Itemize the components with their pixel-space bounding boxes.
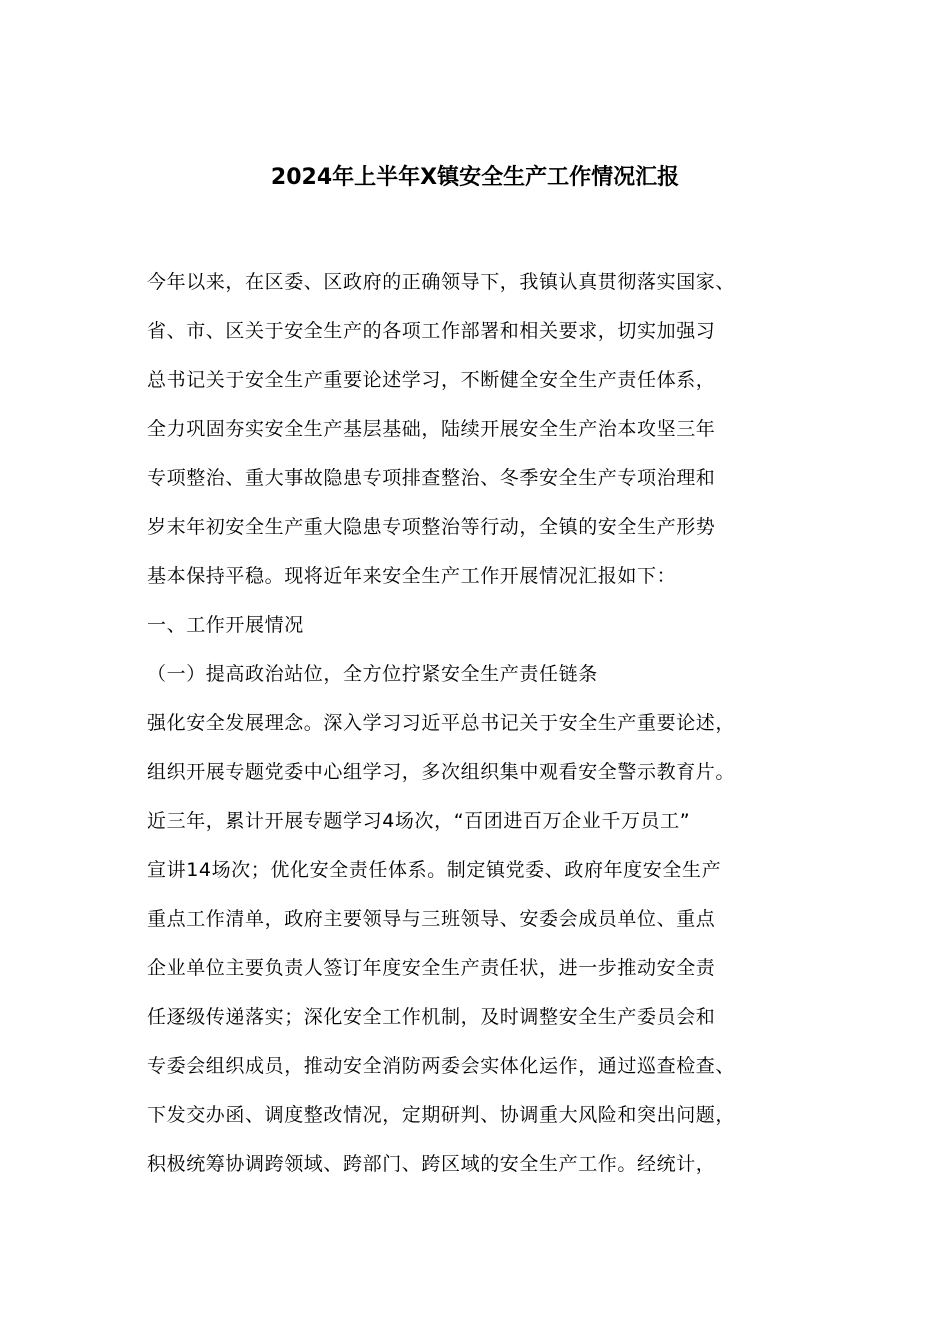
- section-heading: 一、工作开展情况: [147, 614, 304, 636]
- body-line: 基本保持平稳。现将近年来安全生产工作开展情况汇报如下：: [147, 565, 677, 587]
- body-line: 任逐级传递落实；深化安全工作机制，及时调整安全生产委员会和: [147, 1006, 716, 1028]
- body-line: 组织开展专题党委中心组学习，多次组织集中观看安全警示教育片。: [147, 761, 736, 783]
- body-line: 积极统筹协调跨领域、跨部门、跨区域的安全生产工作。经统计，: [147, 1153, 716, 1175]
- subsection-heading: （一）提高政治站位，全方位拧紧安全生产责任链条: [147, 663, 598, 685]
- body-line: 强化安全发展理念。深入学习习近平总书记关于安全生产重要论述，: [147, 712, 736, 734]
- document-body: [147, 258, 837, 1189]
- body-line: 宣讲14场次；优化安全责任体系。制定镇党委、政府年度安全生产: [147, 859, 722, 881]
- body-line: 总书记关于安全生产重要论述学习，不断健全安全生产责任体系，: [147, 369, 716, 391]
- body-line: 专项整治、重大事故隐患专项排查整治、冬季安全生产专项治理和: [147, 467, 716, 489]
- body-line: 省、市、区关于安全生产的各项工作部署和相关要求，切实加强习: [147, 320, 716, 342]
- body-line: 今年以来，在区委、区政府的正确领导下，我镇认真贯彻落实国家、: [147, 271, 736, 293]
- body-line: 企业单位主要负责人签订年度安全生产责任状，进一步推动安全责: [147, 957, 716, 979]
- body-line: 近三年，累计开展专题学习4场次，“百团进百万企业千万员工”: [147, 810, 691, 832]
- body-line: 岁末年初安全生产重大隐患专项整治等行动，全镇的安全生产形势: [147, 516, 716, 538]
- body-line: 专委会组织成员，推动安全消防两委会实体化运作，通过巡查检查、: [147, 1055, 736, 1077]
- body-line: 下发交办函、调度整改情况，定期研判、协调重大风险和突出问题，: [147, 1104, 736, 1126]
- body-line: 重点工作清单，政府主要领导与三班领导、安委会成员单位、重点: [147, 908, 716, 930]
- body-line: 全力巩固夯实安全生产基层基础，陆续开展安全生产治本攻坚三年: [147, 418, 716, 440]
- document-title: 2024年上半年X镇安全生产工作情况汇报: [270, 165, 680, 190]
